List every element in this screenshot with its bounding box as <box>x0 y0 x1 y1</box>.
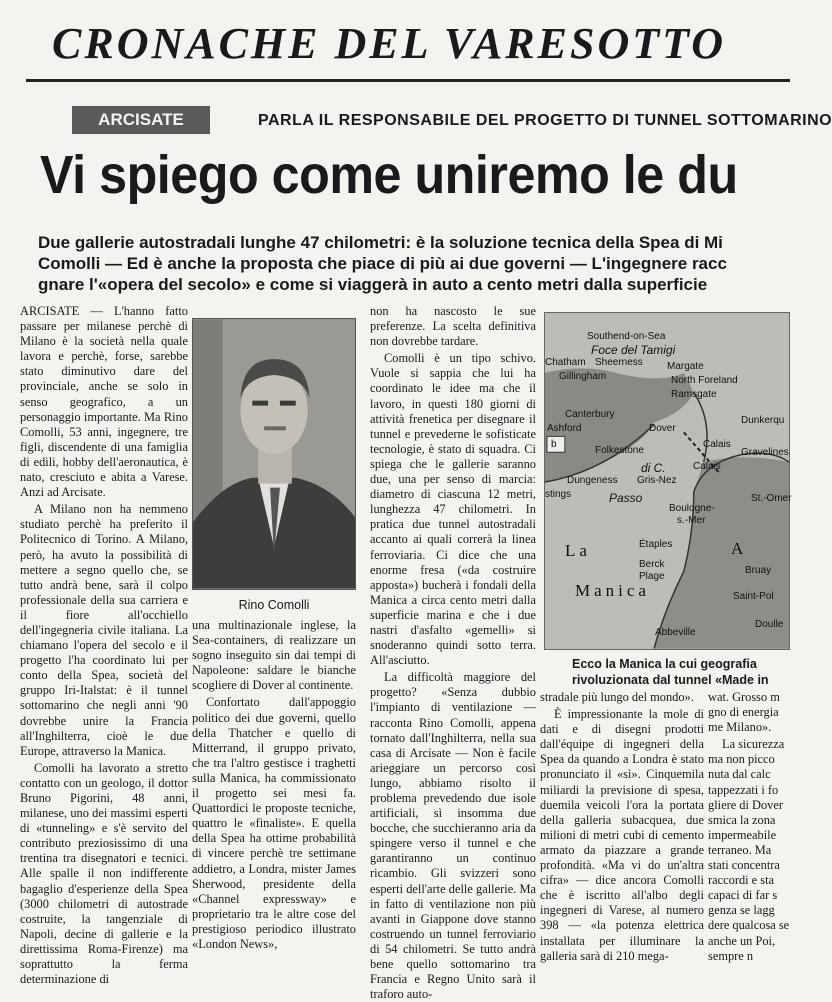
map-caption-line: rivoluzionata dal tunnel «Made in <box>572 673 769 687</box>
map-label: Calais <box>693 461 721 472</box>
article-column-5 <box>708 690 790 963</box>
article-paragraph <box>370 351 536 668</box>
map-label: Ashford <box>547 423 582 434</box>
map-label: Manica <box>575 581 650 600</box>
map-label: Gillingham <box>559 371 607 382</box>
map-label: Chatham <box>545 357 586 368</box>
map-label: s.-Mer <box>677 515 706 526</box>
map-label: Berck <box>639 559 665 570</box>
article-paragraph <box>20 304 188 500</box>
map-label: Abbeville <box>655 627 696 638</box>
article-paragraph <box>192 695 356 952</box>
masthead: CRONACHE DEL VARESOTTO <box>52 19 726 68</box>
map-label: b <box>551 439 557 450</box>
article-column-4 <box>540 690 704 963</box>
map-label: stings <box>545 489 572 500</box>
photo-caption: Rino Comolli <box>238 598 310 612</box>
map-label: Sheerness <box>595 357 643 368</box>
map-label: Calais <box>703 439 731 450</box>
article-paragraph <box>370 670 536 1002</box>
subhead-line: Due gallerie autostradali lunghe 47 chilometri: è la soluzione tecnica della Spea di Mi <box>38 233 723 252</box>
paragraph-text: — L'hanno fatto passare per milanese perchè di Milano è la società nella quale lavora e perchè, forse, sarebbe stato diminutivo dare del provinciale, anche se solo in senso geografico, a un personaggio importante. Ma Rino Comolli, 53 anni, ingegnere, tre figli, discendente di una famiglia di edili, hobby dell'aeronautica, è nato, cresciuto e abita a Varese. Anzi ad Arcisate. <box>20 304 188 500</box>
subhead-line: Comolli — Ed è anche la proposta che piace di più ai due governi — L'ingegnere racc <box>38 254 727 273</box>
article-paragraph <box>20 761 188 987</box>
article-paragraph <box>20 502 188 759</box>
headline: Vi spiego come uniremo le du <box>40 145 738 205</box>
map-label: St.-Omer <box>751 493 792 504</box>
paragraph-text: Confortato dall'appoggio politico dei due governi, quello della Thatcher e quello di Mitterrand, il gruppo privato, che tra l'altro gestisce i traghetti sulla Manica, ha commissionato il progetto sei mesi fa. Quattordici le proposte tecniche, quattro le «finaliste». E quella della Spea ha ottime probabilità di vincere perchè tre settimane addietro, a Londra, mister James Sherwood, presidente della «Channel expressway» e proprietario tra le altre cose del prestigioso periodico illustrato «London News», <box>192 695 356 951</box>
map-label: A <box>731 539 748 558</box>
channel-map <box>544 312 790 650</box>
paragraph-text: Comolli ha lavorato a stretto contatto con un geologo, il dottor Bruno Pigorini, 48 anni, milanese, uno dei massimi esperti di «tunneling» e s'è servito del contributo preziosissimo di una trentina tra disegnatori e tecnici. Alle spalle il non indifferente bagaglio d'esperienze della Spea (3000 chilometri di autostrade costruite, la tangenziale di Napoli, decine di gallerie e la direttissima Roma-Firenze) ma soprattutto la ferma determinazione di <box>20 760 188 987</box>
paragraph-text: stradale più lungo del mondo». <box>540 690 694 704</box>
map-label: Margate <box>667 361 704 372</box>
subheadline <box>38 232 790 295</box>
map-label: Passo <box>609 491 643 505</box>
subhead-line: gnare l'«opera del secolo» e come si viaggerà in auto a cento metri dalla superficie <box>38 275 708 294</box>
map-caption-line: Ecco la Manica la cui geografia <box>572 657 757 671</box>
paragraph-text: non ha nascosto le sue preferenze. La scelta definitiva non dovrebbe tardare. <box>370 304 536 349</box>
map-label: Plage <box>639 571 665 582</box>
map-label: Dungeness <box>567 475 618 486</box>
article-column-3 <box>370 304 536 1002</box>
portrait-photo <box>192 318 356 590</box>
map-label: Gris-Nez <box>637 475 677 486</box>
map-label: La <box>565 541 591 560</box>
map-label: Saint-Pol <box>733 591 774 602</box>
dateline: ARCISATE <box>20 304 80 318</box>
map-label: Foce del Tamigi <box>591 343 676 357</box>
article-paragraph <box>192 618 356 693</box>
paragraph-text: wat. Grosso m gno di energia me Milano». <box>708 690 780 735</box>
paragraph-text: La sicurezza ma non picco nuta dal calc tappezzati i fo gliere di Dover smica la zona impermeabile terraneo. Ma stati concentra raccordi e sta capaci di far s genza se lagg dere qualcosa se anche un Poi, sempre n <box>708 737 790 963</box>
location-kicker: ARCISATE <box>72 106 210 134</box>
map-label: Ramsgate <box>671 389 717 400</box>
map-label: Boulogne- <box>669 503 715 514</box>
paragraph-text: A Milano non ha nemmeno studiato perchè ha preferito il Politecnico di Torino. A Milano, però, ha avuto la possibilità di mettere a segno quello che, se tutto andrà bene, sarà il colpo professionale della sua carriera e il fiore all'occhiello dell'ingegneria civile italiana. La chiamano l'opera del secolo e il progetto l'ha coordinato lui per conto della Spea, società del gruppo Iri-Italstat: è il tunnel sottomarino che negli anni '90 dovrebbe unire la Francia all'Inghilterra, cioè le due Europe, attraverso la Manica. <box>20 502 188 758</box>
overline: PARLA IL RESPONSABILE DEL PROGETTO DI TUNNEL SOTTOMARINO <box>258 112 832 129</box>
map-label: Folkestone <box>595 445 644 456</box>
masthead-rule <box>26 79 790 82</box>
map-label: Dunkerqu <box>741 415 785 426</box>
map-label: di C. <box>641 461 666 475</box>
article-column-1 <box>20 304 188 987</box>
article-column-2 <box>192 618 356 951</box>
paragraph-text: Comolli è un tipo schivo. Vuole si sappia che lui ha coordinato le idee ma che il lavoro, in questi 180 giorni di attività frenetica per disegnare il tunnel e prevederne le sofisticate tecnologie, è stato di squadra. Ci spiega che le gallerie saranno due, una per senso di marcia: diametro di ciascuna 12 metri, lunghezza 47 chilometri. In pratica due tunnel autostradali accanto ai quali correrà la linea ferroviaria. Ci dice che una enorme fresa («da costruire apposta») bucherà i fondali della Manica a circa cento metri dalla superficie marina e che i due nastri d'asfalto «gemelli» si snoderanno quindi sotto terra. All'asciutto. <box>370 351 536 668</box>
map-label: North Foreland <box>671 375 738 386</box>
map-label: Gravelines <box>741 447 789 458</box>
map-label: Dover <box>649 423 676 434</box>
article-paragraph <box>708 690 790 735</box>
map-label: Doulle <box>755 619 784 630</box>
map-label: Étaples <box>639 539 673 550</box>
map-label: Canterbury <box>565 409 615 420</box>
article-paragraph <box>540 690 704 705</box>
article-paragraph <box>540 707 704 964</box>
paragraph-text: La difficoltà maggiore del progetto? «Senza dubbio l'impianto di ventilazione — racconta Rino Comolli, appena tornato dall'Inghilterra, nella sua casa di Arcisate — Non è facile arieggiare un percorso così lungo, abbiamo risolto il problema prevedendo due isole artificiali, sì insomma due bocche, che succhieranno aria da spingere verso il tunnel e che garantiranno un continuo ricambio. Gli svizzeri sono esperti dell'arte delle gallerie. Ma in fatto di ventilazione non più avanti in Giappone dove stanno costruendo un tunnel ferroviario di 54 chilometri. Se tutto andrà bene quello sottomarino tra Francia e Regno Unito sarà il traforo auto- <box>370 670 536 1002</box>
map-label: Bruay <box>745 565 772 576</box>
article-paragraph <box>708 737 790 963</box>
map-label: Southend-on-Sea <box>587 331 666 342</box>
paragraph-text: È impressionante la mole di dati e di disegni prodotti dall'équipe di ingegneri della Spea da quando a Londra è stato pronunciato il «sì». Cinquemila miliardi la previsione di spesa, duemila veicoli l'ora la portata della galleria subacquea, due milioni di metri cubi di cemento armato da piazzare a grande profondità. «Ma vi do un'altra cifra» — dice ancora Comolli che è iscritto all'albo degli ingegneri di Varese, al numero 398 — «la potenza elettrica installata per illuminare la galleria sarà di 210 mega- <box>540 707 704 963</box>
portrait-image <box>193 319 355 589</box>
paragraph-text: una multinazionale inglese, la Sea-containers, di realizzare un sogno inseguito sin dai tempi di Napoleone: saldare le bianche scogliere di Dover al continente. <box>192 618 356 693</box>
article-paragraph <box>370 304 536 349</box>
map-caption <box>572 656 790 688</box>
